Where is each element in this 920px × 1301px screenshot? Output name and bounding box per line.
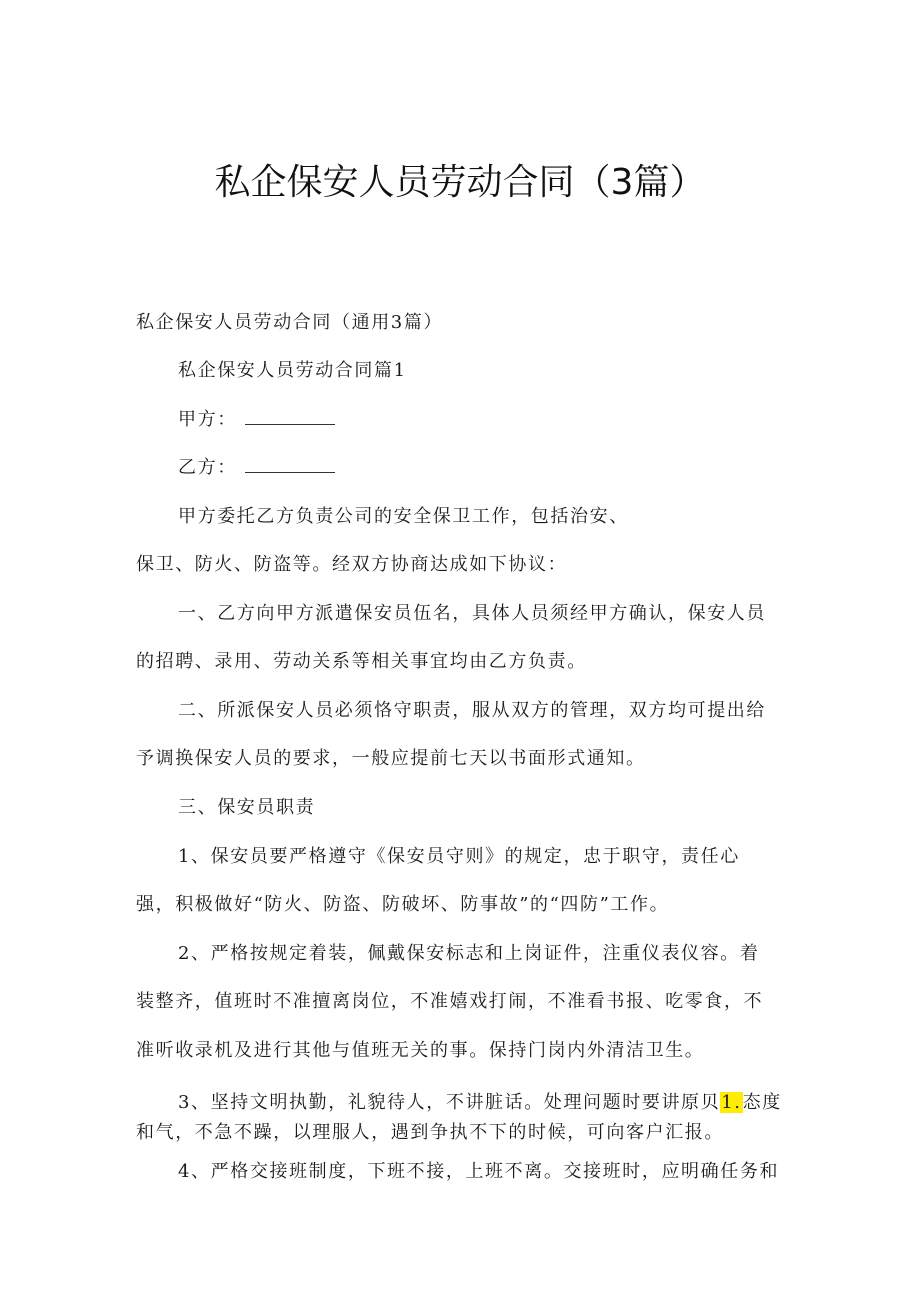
paragraph-line: 甲方委托乙方负责公司的安全保卫工作，包括治安、 (178, 506, 629, 527)
paragraph-line: 的招聘、录用、劳动关系等相关事宜均由乙方负责。 (136, 651, 587, 672)
paragraph-line: 予调换保安人员的要求，一般应提前七天以书面形式通知。 (136, 748, 646, 769)
party-b-row (178, 456, 335, 480)
party-a-label: 甲方： (178, 409, 237, 430)
text-segment: 态度 (742, 1092, 782, 1113)
text-segment: 3、坚持文明执勤，礼貌待人，不讲脏话。处理问题时要讲原贝 (178, 1092, 721, 1113)
party-a-row (178, 408, 335, 432)
section-heading: 私企保安人员劳动合同篇1 (178, 360, 407, 381)
paragraph-line: 和气，不急不躁，以理服人，遇到争执不下的时候，可向客户汇报。 (136, 1122, 724, 1143)
paragraph-line-highlighted (178, 1091, 782, 1115)
party-b-label: 乙方： (178, 457, 237, 478)
paragraph-line: 4、严格交接班制度，下班不接，上班不离。交接班时，应明确任务和 (178, 1161, 780, 1182)
party-b-blank-line (245, 456, 335, 473)
paragraph-line: 2、严格按规定着装，佩戴保安标志和上岗证件，注重仪表仪容。着 (178, 943, 760, 964)
section-heading-duties: 三、保安员职责 (178, 797, 316, 818)
paragraph-line: 1、保安员要严格遵守《保安员守则》的规定，忠于职守，责任心 (178, 846, 740, 867)
highlight-mark: 1. (721, 1092, 742, 1113)
paragraph-line: 一、乙方向甲方派遣保安员伍名，具体人员须经甲方确认，保安人员 (178, 603, 766, 624)
paragraph-line: 准听收录机及进行其他与值班无关的事。保持门岗内外清洁卫生。 (136, 1040, 705, 1061)
party-a-blank-line (245, 408, 335, 425)
document-subtitle: 私企保安人员劳动合同（通用3篇） (136, 312, 444, 333)
paragraph-line: 二、所派保安人员必须恪守职责，服从双方的管理，双方均可提出给 (178, 700, 766, 721)
document-title: 私企保安人员劳动合同（3篇） (214, 162, 706, 203)
paragraph-line: 保卫、防火、防盗等。经双方协商达成如下协议： (136, 554, 568, 575)
paragraph-line: 强，积极做好“防火、防盗、防破坏、防事故”的“四防”工作。 (136, 894, 670, 915)
paragraph-line: 装整齐，值班时不准擅离岗位，不准嬉戏打闹，不准看书报、吃零食，不 (136, 991, 764, 1012)
